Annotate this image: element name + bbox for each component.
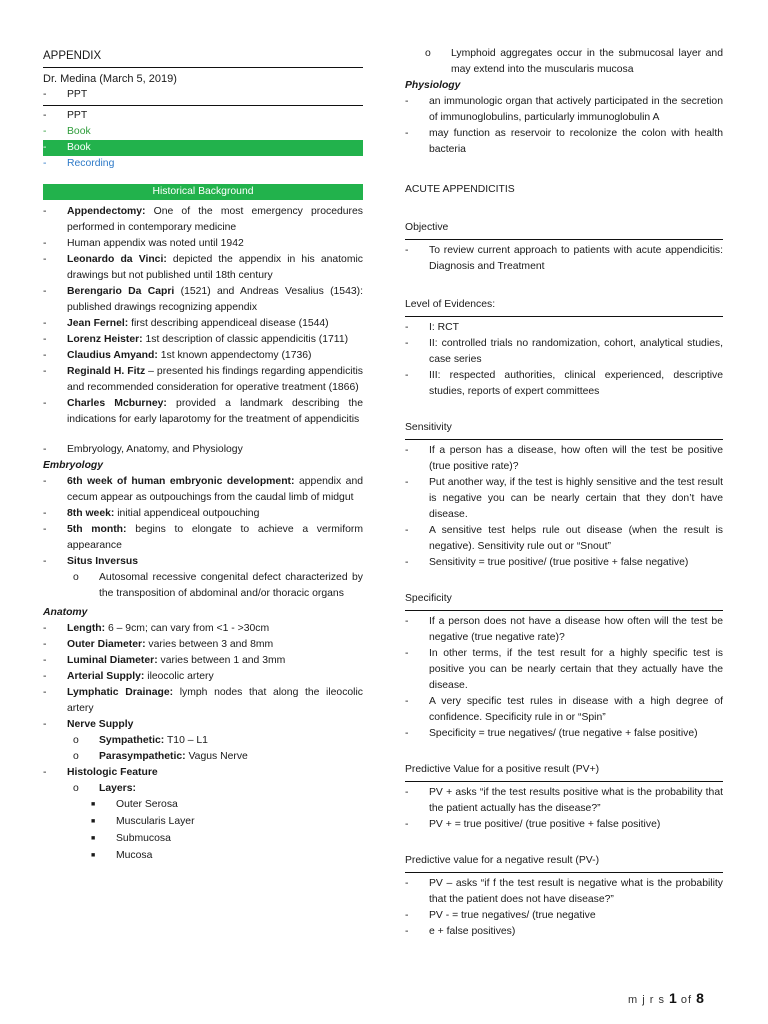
nerve-text: T10 – L1 — [164, 735, 208, 746]
dash-bullet: - — [43, 206, 47, 217]
levels-list — [405, 320, 723, 400]
sensitivity-heading: Sensitivity — [405, 422, 452, 433]
square-bullet: ■ — [91, 852, 96, 859]
history-item-label: Reginald H. Fitz — [67, 366, 146, 377]
physiology-item — [405, 94, 723, 126]
dash-bullet: - — [43, 334, 47, 345]
dash-bullet: - — [405, 477, 409, 488]
physiology-item — [405, 126, 723, 158]
history-item-text: (1521) and Andreas Vesalius (1543): published drawings recognizing appendix — [67, 286, 363, 313]
history-item-label: Claudius Amyand: — [67, 350, 158, 361]
dash-bullet: - — [405, 616, 409, 627]
physiology-heading: Physiology — [405, 80, 461, 91]
layers-list — [43, 797, 363, 865]
pvneg-item — [405, 924, 723, 940]
embryology-item — [43, 522, 363, 554]
specificity-item-text: In other terms, if the test result for a highly specific test is positive you can be nearly certain that they actually have the disease. — [429, 648, 723, 691]
dash-bullet: - — [405, 787, 409, 798]
dash-bullet: - — [405, 878, 409, 889]
dash-bullet: - — [405, 322, 409, 333]
lecturer-line: Dr. Medina (March 5, 2019) — [43, 73, 177, 85]
history-item — [43, 348, 363, 364]
history-item — [43, 396, 363, 428]
dash-bullet: - — [43, 687, 47, 698]
sources-divider — [43, 105, 363, 106]
sensitivity-list — [405, 443, 723, 571]
pvneg-item — [405, 876, 723, 908]
anatomy-item-text: varies between 1 and 3mm — [157, 655, 286, 666]
objective-heading: Objective — [405, 222, 449, 233]
dash-bullet: - — [43, 286, 47, 297]
sensitivity-item — [405, 523, 723, 555]
pvpos-heading: Predictive Value for a positive result (PV+) — [405, 764, 600, 775]
dash-bullet: - — [405, 338, 409, 349]
dash-bullet: - — [405, 96, 409, 107]
dash-bullet: - — [43, 126, 47, 137]
pvpos-item-text: PV + = true positive/ (true positive + false positive) — [429, 819, 661, 830]
sensitivity-item-text: Sensitivity = true positive/ (true positive + false negative) — [429, 557, 689, 568]
ppt-item: - PPT — [43, 89, 88, 100]
right-column — [405, 0, 723, 940]
dash-bullet: - — [43, 639, 47, 650]
physiology-list — [405, 94, 723, 158]
dash-bullet: - — [43, 508, 47, 519]
dash-bullet: - — [43, 142, 47, 153]
embryology-item — [43, 474, 363, 506]
embryology-item-label: 6th week of human embryonic development: — [67, 476, 295, 487]
pvneg-item-text: PV – asks “if f the test result is negative what is the probability that the patient does not have disease?” — [429, 878, 723, 905]
document-title: APPENDIX — [43, 50, 102, 62]
specificity-list — [405, 614, 723, 742]
dash-bullet: - — [405, 648, 409, 659]
pvneg-heading: Predictive value for a negative result (PV-) — [405, 855, 600, 866]
level-heading: Level of Evidences: — [405, 299, 496, 310]
specificity-item — [405, 694, 723, 726]
dash-bullet: - — [405, 926, 409, 937]
dash-bullet: - — [405, 696, 409, 707]
history-item-text: 1st known appendectomy (1736) — [157, 350, 312, 361]
embryology-item-label: 5th month: — [67, 524, 127, 535]
layers-item: o Layers: — [73, 783, 136, 794]
pvneg-item-text: e + false positives) — [429, 926, 516, 937]
specificity-item — [405, 614, 723, 646]
dash-bullet: - — [43, 158, 47, 169]
dash-bullet: - — [405, 819, 409, 830]
nerve-subitem — [43, 733, 363, 749]
source-item — [43, 124, 363, 140]
history-item-text: first describing appendiceal disease (1544) — [128, 318, 329, 329]
dash-bullet: - — [43, 366, 47, 377]
dash-bullet: - — [43, 719, 47, 730]
pvneg-item — [405, 908, 723, 924]
history-item — [43, 204, 363, 236]
footer-page: 1 — [669, 990, 677, 1006]
pvneg-divider — [405, 872, 723, 873]
pvpos-list — [405, 785, 723, 833]
dash-bullet: - — [405, 245, 409, 256]
history-item-text: Human appendix was noted until 1942 — [67, 238, 244, 249]
anatomy-item — [43, 653, 363, 669]
anatomy-item-text: ileocolic artery — [144, 671, 214, 682]
physiology-item-text: may function as reservoir to recolonize the colon with health bacteria — [429, 128, 723, 155]
anatomy-item — [43, 717, 363, 733]
anatomy-heading: Anatomy — [43, 607, 88, 618]
pvneg-list — [405, 876, 723, 940]
objective-item-text: To review current approach to patients with acute appendicitis: Diagnosis and Treatment — [429, 245, 723, 272]
nerve-text: Vagus Nerve — [185, 751, 248, 762]
physiology-item-text: an immunologic organ that actively participated in the secretion of immunoglobulins, particularly immunoglobulin A — [429, 96, 723, 123]
dash-bullet: - — [405, 525, 409, 536]
embryology-heading: Embryology — [43, 460, 104, 471]
embryology-item-label: 8th week: — [67, 508, 115, 519]
layer-item — [43, 814, 363, 831]
source-label: PPT — [67, 110, 88, 121]
specificity-item — [405, 646, 723, 694]
footer-of: of — [676, 994, 697, 1006]
embryology-item — [43, 554, 363, 570]
history-item — [43, 332, 363, 348]
emb-overview-item: - Embryology, Anatomy, and Physiology — [43, 444, 243, 455]
specificity-item — [405, 726, 723, 742]
layer-item — [43, 831, 363, 848]
objective-item — [405, 243, 723, 275]
source-label: Recording — [67, 158, 115, 169]
footer-initials: m j r s — [628, 994, 669, 1006]
nerve-label: Parasympathetic: — [99, 751, 186, 762]
anatomy-item-label: Lymphatic Drainage: — [67, 687, 174, 698]
lymphoid-item: o Lymphoid aggregates occur in the submucosal layer and may extend into the muscularis mucosa — [425, 48, 723, 75]
nerve-list — [43, 733, 363, 765]
dash-bullet: - — [405, 557, 409, 568]
dash-bullet: - — [43, 398, 47, 409]
level-item — [405, 336, 723, 368]
source-item — [43, 140, 363, 156]
sensitivity-item-text: If a person has a disease, how often will the test be positive (true positive rate)? — [429, 445, 723, 472]
anatomy-item-label: Outer Diameter: — [67, 639, 146, 650]
anatomy-item-label: Length: — [67, 623, 106, 634]
dash-bullet: - — [43, 623, 47, 634]
level-item — [405, 320, 723, 336]
pvpos-item — [405, 817, 723, 833]
specificity-heading: Specificity — [405, 593, 452, 604]
pvneg-item-text: PV - = true negatives/ (true negative — [429, 910, 596, 921]
left-column — [43, 0, 363, 865]
anatomy-item — [43, 685, 363, 717]
specificity-item-text: If a person does not have a disease how often will the test be negative (true negative rate)? — [429, 616, 723, 643]
square-bullet: ■ — [91, 801, 96, 808]
history-item — [43, 236, 363, 252]
level-item-text: III: respected authorities, clinical experienced, descriptive studies, reports of expert committees — [429, 370, 723, 397]
history-item-label: Lorenz Heister: — [67, 334, 143, 345]
history-item-label: Berengario Da Capri — [67, 286, 175, 297]
source-label: Book — [67, 142, 91, 153]
dash-bullet: - — [43, 350, 47, 361]
history-item-text: – presented his findings regarding appendicitis and recommended consideration for operative treatment (1866) — [67, 366, 363, 393]
history-item-label: Leonardo da Vinci: — [67, 254, 167, 265]
level-item-text: II: controlled trials no randomization, cohort, analytical studies, case series — [429, 338, 723, 365]
source-label: Book — [67, 126, 91, 137]
dash-bullet: - — [43, 476, 47, 487]
history-item — [43, 284, 363, 316]
pvpos-item-text: PV + asks “if the test results positive what is the probability that the patient actually has the disease?” — [429, 787, 723, 814]
embryology-item-text: appendix and cecum appear as outpouchings from the caudal limb of midgut — [67, 476, 363, 503]
sources-list — [43, 108, 363, 172]
histologic-item: - Histologic Feature — [43, 767, 158, 778]
sensitivity-item-text: A sensitive test helps rule out disease (when the result is negative). Sensitivity rule out or “Snout” — [429, 525, 723, 552]
pvpos-item — [405, 785, 723, 817]
anatomy-item-label: Arterial Supply: — [67, 671, 145, 682]
embryology-item-text: begins to elongate to achieve a vermiform appearance — [67, 524, 363, 551]
dash-bullet: - — [43, 238, 47, 249]
layer-label: Outer Serosa — [116, 799, 178, 810]
specificity-divider — [405, 610, 723, 611]
history-item — [43, 364, 363, 396]
specificity-item-text: Specificity = true negatives/ (true negative + false positive) — [429, 728, 698, 739]
acute-heading: ACUTE APPENDICITIS — [405, 184, 515, 195]
dash-bullet: - — [43, 655, 47, 666]
embryology-item-text: initial appendiceal outpouching — [114, 508, 260, 519]
sensitivity-item — [405, 555, 723, 571]
layer-label: Mucosa — [116, 850, 153, 861]
anatomy-item — [43, 637, 363, 653]
history-item-text: One of the most emergency procedures performed in contemporary medicine — [67, 206, 363, 233]
anatomy-item — [43, 621, 363, 637]
embryology-item-label: Situs Inversus — [67, 556, 139, 567]
sensitivity-item — [405, 475, 723, 523]
dash-bullet: - — [405, 910, 409, 921]
history-item-text: 1st description of classic appendicitis (1711) — [142, 334, 349, 345]
history-item-text: provided a landmark describing the indications for early laparotomy for the treatment of appendicitis — [67, 398, 363, 425]
footer-total: 8 — [696, 990, 704, 1006]
situs-subitem: o Autosomal recessive congenital defect characterized by the transposition of abdominal and/or thoracic organs — [73, 572, 363, 599]
level-item-text: I: RCT — [429, 322, 460, 333]
sensitivity-item-text: Put another way, if the test is highly sensitive and the test result is negative you can be nearly certain that they don’t have disease. — [429, 477, 723, 520]
level-divider — [405, 316, 723, 317]
sensitivity-item — [405, 443, 723, 475]
sensitivity-divider — [405, 439, 723, 440]
dash-bullet: - — [43, 556, 47, 567]
dash-bullet: - — [43, 524, 47, 535]
page-footer — [628, 990, 704, 1008]
dash-bullet: - — [43, 254, 47, 265]
source-item — [43, 156, 363, 172]
dash-bullet: - — [43, 671, 47, 682]
dash-bullet: - — [405, 128, 409, 139]
dash-bullet: - — [405, 445, 409, 456]
layer-label: Muscularis Layer — [116, 816, 195, 827]
anatomy-item-label: Luminal Diameter: — [67, 655, 158, 666]
title-divider — [43, 67, 363, 68]
anatomy-list — [43, 621, 363, 733]
anatomy-item-text: lymph nodes that along the ileocolic artery — [67, 687, 363, 714]
anatomy-item-text: 6 – 9cm; can vary from <1 - >30cm — [105, 623, 270, 634]
objective-list — [405, 243, 723, 275]
historical-heading: Historical Background — [43, 184, 363, 200]
history-item — [43, 252, 363, 284]
embryology-item — [43, 506, 363, 522]
pvpos-divider — [405, 781, 723, 782]
dash-bullet: - — [43, 110, 47, 121]
layer-item — [43, 797, 363, 814]
history-item-text: depicted the appendix in his anatomic drawings but not published until 18th century — [67, 254, 363, 281]
anatomy-item-text: varies between 3 and 8mm — [145, 639, 274, 650]
dash-bullet: - — [405, 728, 409, 739]
source-item — [43, 108, 363, 124]
dash-bullet: - — [405, 370, 409, 381]
history-item-label: Appendectomy: — [67, 206, 146, 217]
circle-bullet: o — [73, 735, 79, 746]
history-item-label: Charles Mcburney: — [67, 398, 167, 409]
nerve-label: Sympathetic: — [99, 735, 165, 746]
history-item — [43, 316, 363, 332]
specificity-item-text: A very specific test rules in disease with a high degree of confidence. Specificity rule in or “Spin” — [429, 696, 723, 723]
embryology-list — [43, 474, 363, 570]
objective-divider — [405, 239, 723, 240]
circle-bullet: o — [73, 751, 79, 762]
nerve-subitem — [43, 749, 363, 765]
anatomy-item-label: Nerve Supply — [67, 719, 134, 730]
layer-label: Submucosa — [116, 833, 171, 844]
level-item — [405, 368, 723, 400]
history-item-label: Jean Fernel: — [67, 318, 129, 329]
history-list — [43, 204, 363, 428]
anatomy-item — [43, 669, 363, 685]
square-bullet: ■ — [91, 818, 96, 825]
dash-bullet: - — [43, 318, 47, 329]
layer-item — [43, 848, 363, 865]
square-bullet: ■ — [91, 835, 96, 842]
